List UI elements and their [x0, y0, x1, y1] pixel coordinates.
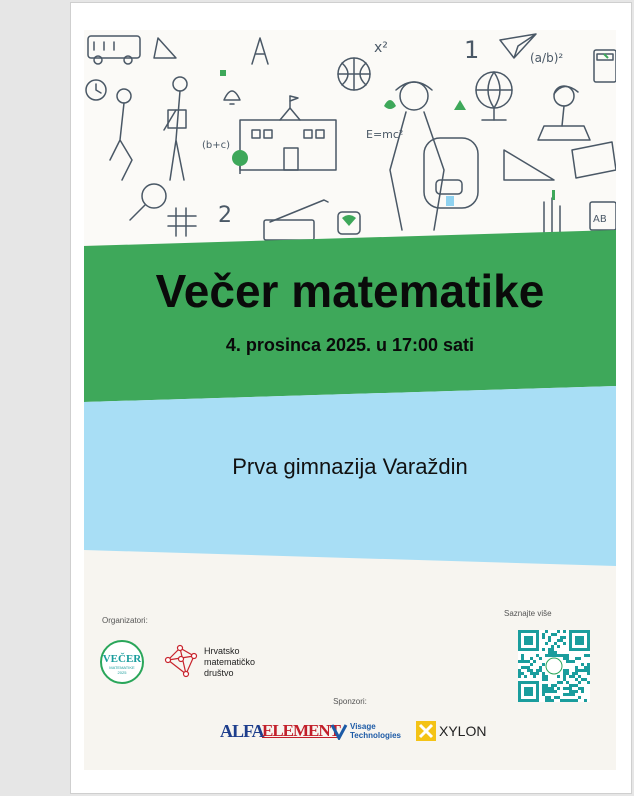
hmd-line-2: matematičko [204, 657, 256, 667]
visage-line-2: Technologies [350, 731, 401, 740]
sponsors-label: Sponzori: [333, 697, 367, 706]
xylon-name: XYLON [439, 723, 487, 739]
qr-label: Saznajte više [504, 609, 552, 618]
vecer-logo-year: 2025 [117, 670, 127, 675]
event-poster [84, 30, 616, 770]
visage-line-1: Visage [350, 722, 376, 731]
sponsor-xylon-logo [416, 716, 486, 746]
svg-text:E=mc²: E=mc² [366, 128, 404, 141]
sponsor-logos [84, 716, 616, 746]
event-venue: Prva gimnazija Varaždin [232, 454, 468, 479]
organizers-label: Organizatori: [102, 616, 148, 625]
sponsor-visage-logo [330, 716, 401, 746]
svg-text:x²: x² [374, 40, 388, 56]
hmd-line-1: Hrvatsko [204, 646, 240, 656]
svg-text:2: 2 [218, 203, 232, 228]
event-datetime: 4. prosinca 2025. u 17:00 sati [225, 335, 475, 355]
hmd-name [204, 646, 255, 679]
hmd-logo-icon [164, 642, 202, 680]
hmd-line-3: društvo [204, 668, 234, 678]
svg-text:(b+c): (b+c) [202, 140, 231, 151]
svg-text:(a/b)²: (a/b)² [530, 51, 564, 65]
vecer-matematike-logo [100, 640, 144, 684]
sponsor-alfa-logo: ALFA [220, 720, 264, 741]
svg-text:1: 1 [464, 36, 480, 64]
sponsor-element-logo: ELEMENT [262, 721, 341, 740]
svg-text:AB: AB [593, 214, 607, 225]
vecer-logo-sub: MATEMATIKE [109, 665, 135, 670]
event-title: Večer matematike [155, 265, 545, 317]
xylon-x-icon [416, 721, 436, 741]
vecer-logo-word: VEČER [102, 653, 142, 665]
qr-code[interactable] [518, 630, 590, 702]
visage-v-icon [330, 722, 348, 740]
